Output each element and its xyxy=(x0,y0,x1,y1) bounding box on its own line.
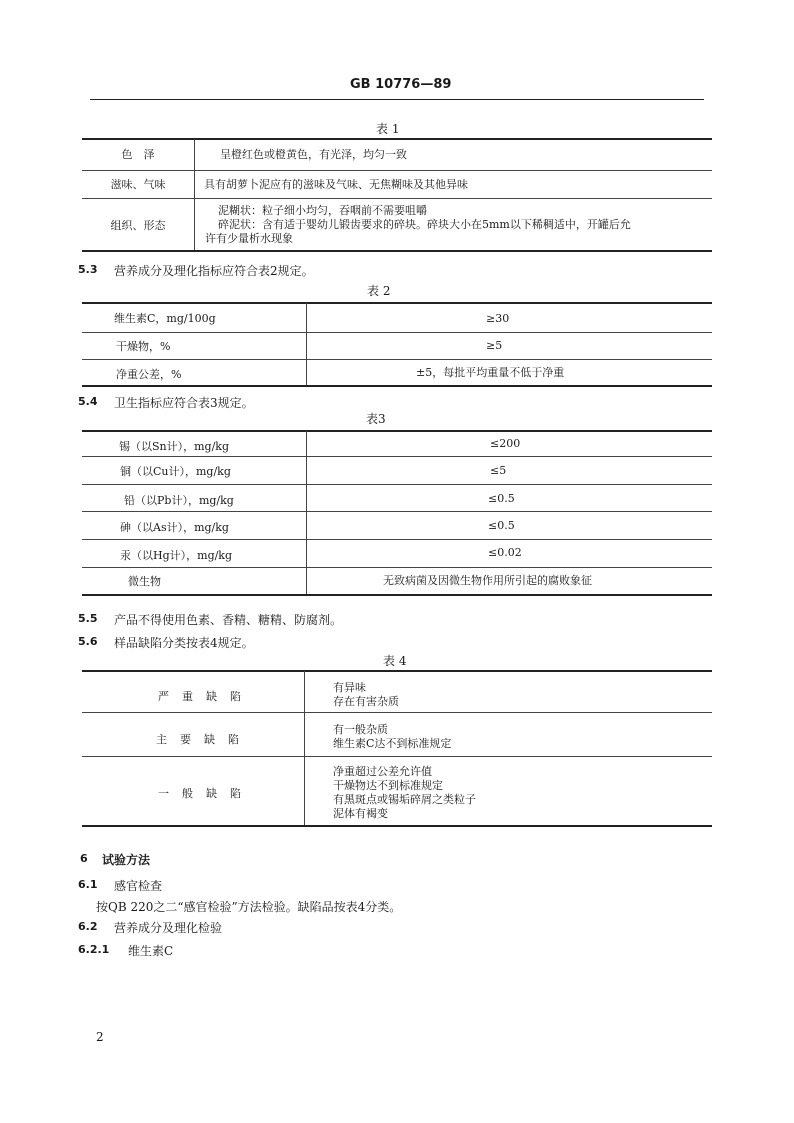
table1-column-rule xyxy=(194,139,195,250)
table3-column-rule xyxy=(306,431,307,594)
section-text: 营养成分及理化指标应符合表2规定。 xyxy=(114,264,314,278)
table4-column-rule xyxy=(304,671,305,825)
table-row-label: 砷（以As计），mg/kg xyxy=(120,521,229,534)
table-row-value: ≤200 xyxy=(490,437,521,450)
table4-row-rule xyxy=(82,756,712,757)
table1-row-rule xyxy=(82,170,712,171)
section-number: 5.5 xyxy=(78,612,98,625)
section-heading: 试验方法 xyxy=(102,853,151,867)
table-row-label: 锡（以Sn计），mg/kg xyxy=(119,440,230,453)
table2-row-rule xyxy=(82,359,712,360)
table-row-item: 维生素C达不到标准规定 xyxy=(333,737,452,750)
table-row-item: 存在有害杂质 xyxy=(333,695,399,708)
table-row-label: 维生素C，mg/100g xyxy=(114,312,216,325)
table3-top-rule xyxy=(82,430,712,432)
table4-top-rule xyxy=(82,670,712,672)
table-row-value: 无致病菌及因微生物作用所引起的腐败象征 xyxy=(383,574,592,587)
section-text: 样品缺陷分类按表4规定。 xyxy=(114,636,254,650)
table-row-content: 许有少量析水现象 xyxy=(205,232,293,245)
section-text: 产品不得使用色素、香精、糖精、防腐剂。 xyxy=(114,613,343,627)
section-text: 营养成分及理化检验 xyxy=(114,921,223,935)
section-number: 5.4 xyxy=(78,395,98,408)
table-row-item: 净重超过公差允许值 xyxy=(333,765,432,778)
section-number: 5.3 xyxy=(78,263,98,276)
section-number: 6.2.1 xyxy=(78,943,110,956)
table4-row-rule xyxy=(82,712,712,713)
table-row-label: 严 重 缺 陷 xyxy=(158,690,242,703)
table-row-item: 泥体有褐变 xyxy=(333,807,388,820)
table3-row-rule xyxy=(82,539,712,540)
table-row-label: 主 要 缺 陷 xyxy=(156,733,240,746)
section-text: 维生素C xyxy=(128,944,174,958)
table-row-label: 汞（以Hg计），mg/kg xyxy=(120,549,233,562)
table-row-item: 干燥物达不到标准规定 xyxy=(333,779,443,792)
table-row-label: 滋味、气味 xyxy=(110,178,166,191)
header-rule xyxy=(90,99,704,100)
table-row-label: 一 般 缺 陷 xyxy=(158,787,242,800)
section-number: 6.1 xyxy=(78,878,98,891)
table2-bottom-rule xyxy=(82,385,712,387)
table-row-label: 铅（以Pb计），mg/kg xyxy=(124,494,234,507)
table4-bottom-rule xyxy=(82,825,712,827)
section-body-text: 按QB 220之二“感官检验”方法检验。缺陷品按表4分类。 xyxy=(96,900,402,914)
table3-bottom-rule xyxy=(82,594,712,596)
table-row-label: 色 泽 xyxy=(121,148,155,161)
table3-row-rule xyxy=(82,484,712,485)
table3-row-rule xyxy=(82,456,712,457)
table3-row-rule xyxy=(82,511,712,512)
table2-caption: 表 2 xyxy=(367,284,391,298)
table-row-item: 有一般杂质 xyxy=(333,723,388,736)
table-row-label: 干燥物，% xyxy=(116,340,171,353)
table4-caption: 表 4 xyxy=(383,654,407,668)
table1-top-rule xyxy=(82,138,712,140)
table2-row-rule xyxy=(82,332,712,333)
section-text: 感官检查 xyxy=(114,879,163,893)
table-row-value: ≥5 xyxy=(486,339,503,352)
table-row-content: 泥糊状：粒子细小均匀，吞咽前不需要咀嚼 xyxy=(218,204,427,217)
table-row-value: ≤0.5 xyxy=(488,519,515,532)
table-row-label: 微生物 xyxy=(128,575,161,588)
table-row-value: ≤5 xyxy=(490,464,507,477)
table-row-item: 有黑斑点或锡垢碎屑之类粒子 xyxy=(333,793,476,806)
table1-caption: 表 1 xyxy=(376,122,400,136)
page-number: 2 xyxy=(96,1030,104,1044)
table-row-item: 有异味 xyxy=(333,681,366,694)
table1-bottom-rule xyxy=(82,250,712,252)
page-header-title: GB 10776—89 xyxy=(350,77,452,92)
table1-row-rule xyxy=(82,198,712,199)
table2-top-rule xyxy=(82,302,712,304)
table2-column-rule xyxy=(306,303,307,385)
table-row-content: 呈橙红色或橙黄色，有光泽，均匀一致 xyxy=(220,148,407,161)
section-text: 卫生指标应符合表3规定。 xyxy=(114,396,254,410)
section-number: 6 xyxy=(80,852,88,865)
table3-row-rule xyxy=(82,567,712,568)
table-row-content: 具有胡萝卜泥应有的滋味及气味、无焦糊味及其他异味 xyxy=(204,178,468,191)
table-row-value: ±5，每批平均重量不低于净重 xyxy=(416,366,565,379)
table-row-label: 组织、形态 xyxy=(110,219,166,232)
section-number: 6.2 xyxy=(78,920,98,933)
table-row-label: 铜（以Cu计），mg/kg xyxy=(120,465,231,478)
table-row-label: 净重公差，% xyxy=(116,368,182,381)
table-row-value: ≥30 xyxy=(486,312,510,325)
table-row-value: ≤0.5 xyxy=(488,492,515,505)
table3-caption: 表3 xyxy=(366,412,386,426)
table-row-value: ≤0.02 xyxy=(488,546,522,559)
section-number: 5.6 xyxy=(78,635,98,648)
table-row-content: 碎泥状：含有适于婴幼儿锻齿要求的碎块。碎块大小在5mm以下稀稠适中，开罐后允 xyxy=(218,218,631,231)
